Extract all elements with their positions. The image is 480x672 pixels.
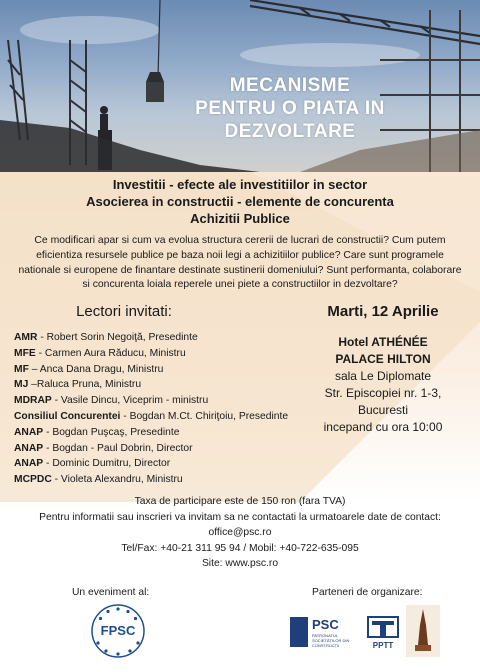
lecturer-org: MF (14, 363, 29, 375)
psc-logo-text: PSC (312, 617, 339, 632)
event-time: incepand cu ora 10:00 (323, 420, 443, 434)
lecturer-item (14, 377, 304, 393)
psc-logo (290, 615, 360, 651)
participation-fee: Taxa de participare este de 150 ron (fara TVA) (134, 496, 346, 507)
lecturer-item (14, 441, 304, 457)
lecturer-org: Consiliul Concurentei (14, 410, 121, 422)
lecturer-name: - Bogdan - Paul Dobrin, Director (43, 442, 193, 454)
psc-logo-mark-icon (290, 617, 308, 647)
lecturer-name: - Dominic Dumitru, Director (43, 458, 171, 470)
partners-label: Parteneri de organizare: (312, 587, 423, 598)
venue-name: PALACE HILTON (335, 352, 431, 366)
lecturer-org: ANAP (14, 426, 44, 438)
venue-city: Bucuresti (357, 403, 409, 417)
lecturer-item (14, 393, 304, 409)
fpsc-logo-text: FPSC (100, 623, 136, 638)
lecturer-name: - Violeta Alexandru, Ministru (51, 474, 183, 486)
contact-website[interactable]: Site: www.psc.ro (201, 558, 279, 569)
lecturer-org: ANAP (14, 458, 44, 470)
lecturer-org: MJ (14, 379, 29, 391)
topic-line: Investitii - efecte ale investitiilor in sector (112, 177, 368, 192)
fpsc-logo (90, 603, 146, 659)
lecturer-name: - Robert Sorin Negoiţă, Presedinte (37, 332, 198, 343)
pptt-logo-icon (366, 615, 400, 641)
tower-icon (406, 605, 440, 657)
lecturer-item (14, 409, 304, 425)
lecturer-org: ANAP (14, 442, 44, 454)
lecturers-section (14, 303, 304, 488)
venue-address: Str. Episcopiei nr. 1-3, (324, 386, 442, 400)
lecturer-org: MCPDC (14, 474, 52, 486)
lecturer-item (14, 362, 304, 378)
lecturer-org: AMR (14, 332, 38, 343)
topic-line: Asocierea in constructii - elemente de concurenta (86, 194, 394, 209)
psc-logo-subtitle: PATRONATUL SOCIETĂȚILOR DIN CONSTRUCȚII (312, 633, 350, 648)
lecturer-item (14, 425, 304, 441)
lecturer-name: – Anca Dana Dragu, Ministru (28, 363, 164, 375)
event-title-line: MECANISME (229, 75, 351, 96)
pptt-logo (366, 615, 400, 653)
lecturer-name: - Vasile Dincu, Viceprim - ministru (51, 395, 209, 407)
organizer-label: Un eveniment al: (72, 587, 150, 598)
event-details (300, 303, 466, 436)
event-date: Marti, 12 Aprilie (327, 303, 439, 320)
lecturer-item (14, 330, 304, 346)
contact-email[interactable]: office@psc.ro (208, 527, 272, 538)
venue-name: Hotel ATHÉNÉE (338, 335, 428, 349)
lecturer-org: MDRAP (14, 395, 52, 407)
lecturer-item (14, 346, 304, 362)
pptt-logo-text: PPTT (372, 641, 394, 650)
contact-info (0, 494, 480, 572)
hero-banner (0, 0, 480, 172)
crane-bucket-icon (146, 72, 164, 102)
lecturer-item (14, 456, 304, 472)
contact-phone: Tel/Fax: +40-21 311 95 94 / Mobil: +40-722-635-095 (121, 542, 359, 554)
lecturer-item (14, 472, 304, 488)
venue-room: sala Le Diplomate (334, 369, 432, 383)
topics-list (0, 176, 480, 227)
partner-tower-logo (406, 605, 440, 657)
event-title-line: PENTRU O PIATA IN (195, 98, 385, 119)
lecturer-org: MFE (14, 347, 36, 359)
lecturer-name: - Bogdan Puşcaş, Presedinte (43, 426, 180, 438)
lecturer-name: - Bogdan M.Ct. Chiriţoiu, Presedinte (120, 410, 289, 422)
lecturer-name: - Carmen Aura Răducu, Ministru (35, 347, 186, 359)
event-title-line: DEZVOLTARE (224, 121, 356, 142)
topic-line: Achizitii Publice (190, 211, 290, 226)
lecturers-heading: Lectori invitati: (76, 303, 172, 320)
lecturer-name: –Raluca Pruna, Ministru (28, 379, 142, 391)
event-title (170, 74, 410, 143)
contact-intro: Pentru informatii sau inscrieri va invitam sa ne contactati la urmatoarele date de contact: (39, 511, 441, 523)
intro-paragraph: Ce modificari apar si cum va evolua structura cererii de lucrari de constructii? Cum putem eficientiza resursele publice pe baza noii legi a achizitiilor publice? Care sunt programele nationale si europene de finantare destinate sustinerii domeniului? Sunt performanta, colaborare si concurenta loiala reperele unei piete a constructiilor in dezvoltare? (18, 235, 462, 291)
